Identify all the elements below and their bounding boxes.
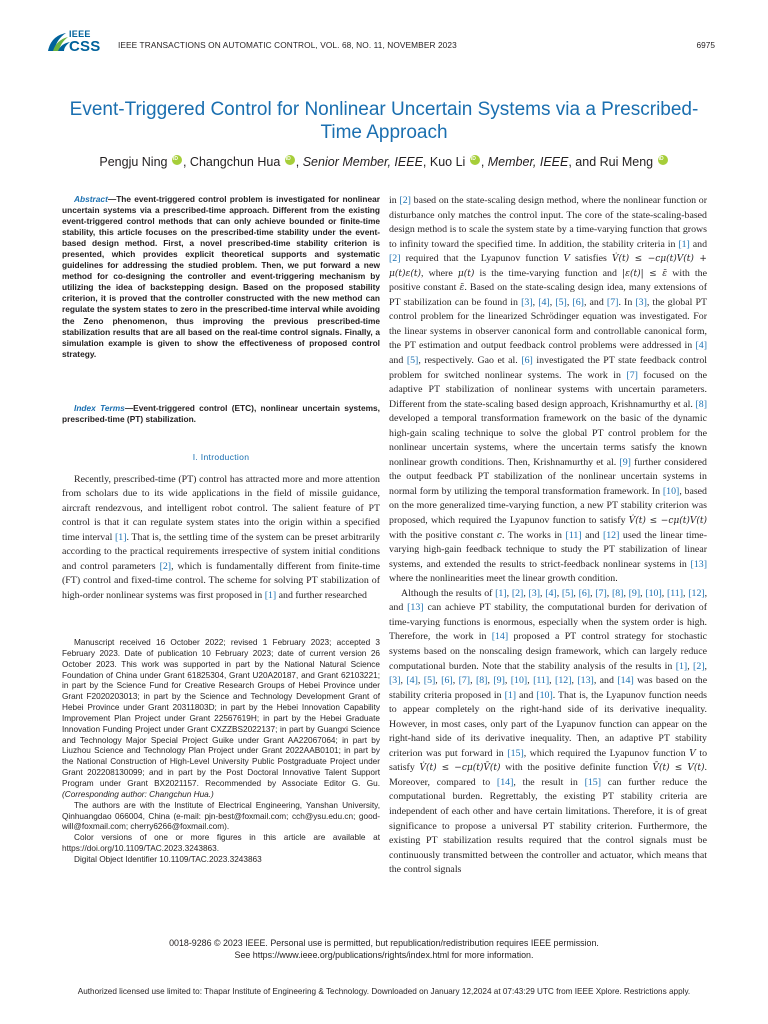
author-name: Rui Meng [599, 155, 654, 169]
text-run: , [504, 675, 511, 687]
footnote-color-versions: Color versions of one or more figures in this article are available at https://doi.org/10.1109/TAC.2023.3243863. [62, 833, 380, 854]
citation-link[interactable]: [3] [635, 296, 647, 308]
citation-link[interactable]: [8] [611, 587, 624, 599]
citation-link[interactable]: [2] [693, 660, 705, 672]
text-run: , and [583, 296, 607, 308]
text-run: , [435, 675, 442, 687]
text-run: , [623, 587, 629, 599]
text-run: and [581, 529, 603, 541]
citation-link[interactable]: [14] [617, 675, 634, 687]
running-head: IEEE TRANSACTIONS ON AUTOMATIC CONTROL, VOL. 68, NO. 11, NOVEMBER 2023 [118, 40, 457, 50]
body-paragraph [389, 587, 707, 878]
citation-link[interactable]: [11] [565, 529, 582, 541]
citation-link[interactable]: [6] [578, 587, 591, 599]
copyright-rights-link[interactable]: See https://www.ieee.org/publications/rights/index.html for more information. [234, 950, 534, 960]
text-run: . Based on the state-scaling design idea, many extensions of PT stabilization can be found in [389, 282, 708, 308]
text-run: can further reduce the computational burden. Regrettably, the existing PT stability criteria are independent of each other and have certain limitations. Therefore, it is of great significance to propose a universal PT stability criterion. Furthermore, the existing PT stabilization results required that the control signals must be continuously transmitted between the controller and actuator, which means that the control signals [389, 776, 708, 876]
citation-link[interactable]: [2] [511, 587, 524, 599]
text-run: proposed a PT control strategy for stochastic systems based on the nonscaling design framework, which can largely reduce computational burden. Note that the stability analysis of the results in [389, 631, 707, 672]
citation-link[interactable]: [7] [626, 369, 638, 381]
citation-link[interactable]: [5] [561, 587, 574, 599]
text-run: with the positive definite function [500, 762, 653, 774]
text-run: , [549, 296, 556, 308]
citation-link[interactable]: [12] [602, 529, 620, 541]
text-run: Although the results of [401, 587, 496, 599]
citation-link[interactable]: [6] [572, 296, 584, 308]
text-run: . The works in [501, 529, 566, 541]
text-run: , [452, 675, 459, 687]
citation-link[interactable]: [10] [662, 485, 680, 497]
text-run: , [556, 587, 562, 599]
citation-link[interactable]: [13] [690, 558, 707, 570]
math-symbol: c [496, 530, 502, 541]
text-run: . Moreover, compared to [389, 762, 707, 788]
citation-link[interactable]: [1] [495, 587, 507, 599]
license-notice: Authorized licensed use limited to: Thapar Institute of Engineering & Technology. Downloaded on January 12,2024 at 07:43:29 UTC from IEEE Xplore. Restrictions apply. [77, 987, 691, 996]
math-equation: |ε(t)| ≤ ε̄ [622, 268, 668, 279]
copyright-notice [60, 937, 708, 961]
index-terms-lead: Index Terms [74, 403, 125, 413]
citation-link[interactable]: [14] [496, 776, 514, 788]
citation-link[interactable]: [1] [678, 238, 690, 250]
paper-title: Event-Triggered Control for Nonlinear Uncertain Systems via a Prescribed-Time Approach [69, 99, 699, 143]
text-run: and [689, 238, 708, 250]
orcid-icon[interactable] [658, 155, 668, 165]
math-symbol: ε̄ [459, 283, 465, 294]
orcid-icon[interactable] [172, 155, 182, 165]
citation-link[interactable]: [1] [675, 660, 688, 672]
abstract-text: The event-triggered control problem is investigated for nonlinear uncertain systems via a prescribed-time approach. Different from the existing event-triggered control methods that can only achieve bounded or finite-time stability, this article focuses on the prescribed-time stability under the event-based design method. First, a novel prescribed-time stability criterion is presented, which provides explicit theoretical supports and systematic guidelines for addressing the studied problem. Then, we put forward a new method for co-designing the controller and event-triggering mechanism by utilizing the idea of backstepping design. Based on the proposed stability criterion, it is proved that the controller constructed with the new method can regulate the system states to zero in the prescribed-time interval while avoiding the Zeno phenomenon, thus improving the previous prescribed-time stabilization results that are all based on the real-time control signals. Finally, a simulation example is given to show the effectiveness of proposed control strategy. [62, 194, 380, 359]
text-run: . That is, the Lyapunov function needs to appear completely on the right-hand side of its derivative inequality. However, in most cases, only part of the Lyapunov function can appear on the right-hand side of its derivative inequality. Then, an adaptive PT stability criterion was put forward in [389, 689, 707, 759]
text-run: in [389, 195, 400, 206]
text-run: , [527, 675, 534, 687]
citation-link[interactable]: [9] [628, 587, 641, 599]
text-run: with the positive constant [389, 529, 497, 541]
text-run: used the linear time-varying high-gain feedback technique to study the PT stabilization of linear systems, and extended the results to strict-feedback nonlinear systems in [389, 529, 707, 570]
orcid-icon[interactable] [285, 155, 295, 165]
orcid-icon[interactable] [470, 155, 480, 165]
text-run: is the time-varying function and [474, 267, 623, 279]
text-run: developed a temporal transformation framework on the basic of the dynamic high-gain scaling technique to solve the global PT control problem for the nonlinear uncertain systems, where the uncertain terms satisfy the known nonlinear growth conditions. Then, Krishnamurthy et al. [389, 413, 707, 468]
author-list: Pengju Ning iD , Changchun Hua iD , Senior Member, IEEE, Kuo Li iD , Member, IEEE, and Rui Meng iD [40, 155, 728, 169]
citation-link[interactable]: [9] [619, 456, 631, 468]
text-run: where the nonlinearities meet the linear growth condition. [389, 573, 618, 585]
citation-link[interactable]: [1] [504, 689, 517, 701]
corresponding-author: (Corresponding author: Changchun Hua.) [62, 789, 214, 799]
text-run: , and [389, 587, 708, 614]
first-page-footnote [62, 638, 380, 866]
citation-link[interactable]: [10] [645, 587, 662, 599]
text-run: and [516, 689, 537, 701]
logo-text-css: CSS [69, 38, 101, 55]
author-name: Kuo Li [429, 155, 466, 169]
text-run: , [470, 675, 476, 687]
text-run: , the result in [513, 776, 585, 788]
citation-link[interactable]: [6] [441, 675, 453, 687]
logo-text-ieee: IEEE [69, 29, 91, 39]
text-run: , [506, 587, 512, 599]
text-run: and [389, 355, 407, 367]
text-run: , the global PT control problem for the linearized Schrödinger equation was investigated. For the linear systems in observer canonical form and controllable canonical form, the PT estimation and output feedback control problems were addressed in [389, 296, 708, 352]
text-run: , [400, 675, 407, 687]
citation-link[interactable]: [15] [584, 776, 602, 788]
citation-link[interactable]: [8] [475, 675, 488, 687]
text-run: with the positive constant [389, 267, 707, 294]
text-run: , [487, 675, 494, 687]
text-run: , [549, 675, 556, 687]
text-run: to satisfy [389, 747, 708, 774]
text-run: required that the Lyapunov function [400, 253, 564, 265]
math-symbol: μ(t) [457, 268, 475, 279]
text-run: , [687, 660, 694, 672]
footnote-doi: Digital Object Identifier 10.1109/TAC.2023.3243863 [74, 854, 262, 864]
text-run: , based on the more generalized time-varying function, a new PT stability criterion was proposed, which required the Lyapunov function to satisfy [389, 485, 707, 527]
text-run: , [417, 675, 424, 687]
math-equation: V̇(t) ≤ −cμ(t)V(t) [628, 516, 707, 527]
text-run: , [606, 587, 612, 599]
citation-link[interactable]: [11] [666, 587, 684, 599]
text-run: , which is fundamentally different from finite-time (FT) control and fixed-time control. The scheme for solving PT stabilization of high-order nonlinear systems was first proposed in [62, 560, 381, 601]
citation-link[interactable]: [2] [159, 560, 172, 572]
author-membership: Member, IEEE [487, 155, 569, 169]
citation-link[interactable]: [7] [595, 587, 607, 599]
citation-link[interactable]: [13] [577, 675, 594, 687]
text-run: , which required the Lyapunov function [523, 747, 690, 759]
index-terms: Index Terms—Event-triggered control (ETC), nonlinear uncertain systems, prescribed-time (PT) stabilization. [62, 403, 380, 425]
text-run: , [566, 296, 573, 308]
intro-paragraph [62, 473, 380, 603]
math-equation: V̄(t) ≤ V(t) [652, 763, 705, 774]
citation-link[interactable]: [4] [695, 340, 707, 352]
text-run: , respectively. Gao et al. [418, 355, 522, 367]
text-run: was based on the stability criteria proposed in [389, 675, 708, 701]
text-run: , [704, 660, 708, 672]
text-run: . That is, the settling time of the system can be preset arbitrarily according to the practical requirements irrespective of system initial conditions and control parameters [62, 531, 381, 572]
text-run: , [523, 587, 529, 599]
text-run: , and [593, 675, 618, 687]
text-run: . In [618, 296, 636, 308]
footnote-funding [62, 638, 380, 801]
citation-link[interactable]: [10] [510, 675, 528, 687]
citation-link[interactable]: [10] [536, 689, 553, 701]
citation-link[interactable]: [15] [507, 747, 524, 759]
author-membership: Senior Member, IEEE [302, 155, 423, 169]
text-run: , [571, 675, 578, 687]
citation-link[interactable]: [2] [389, 253, 401, 265]
page-number: 6975 [696, 40, 715, 50]
math-symbol: V [689, 748, 696, 759]
citation-link[interactable]: [3] [528, 587, 541, 599]
citation-link[interactable]: [8] [695, 398, 707, 410]
text-run: and further researched [276, 589, 367, 601]
math-equation: V̇(t) ≤ −cμ(t)V(t) + μ(t)ε(t) [389, 254, 707, 279]
text-run: , [590, 587, 596, 599]
citation-link[interactable]: [5] [406, 355, 419, 367]
citation-link[interactable]: [3] [389, 675, 401, 687]
text-run: , [540, 587, 546, 599]
citation-link[interactable]: [5] [423, 675, 436, 687]
index-terms-text: Event-triggered control (ETC), nonlinear uncertain systems, prescribed-time (PT) stabilization. [62, 403, 380, 425]
text-run: , [532, 296, 539, 308]
citation-link[interactable]: [12] [688, 587, 705, 599]
author-name: Changchun Hua [189, 155, 281, 169]
text-run: , [573, 587, 579, 599]
footnote-affiliation: The authors are with the Institute of Electrical Engineering, Yanshan University, Qinhuangdao 066004, China (e-mail: pjn-best@foxmail.com; cch@ysu.edu.cn; good-will@foxmail.com; cherry6266@foxmail.com). [62, 800, 380, 832]
ieee-css-logo [46, 29, 106, 53]
abstract-lead: Abstract [74, 194, 108, 204]
citation-link[interactable]: [3] [521, 296, 533, 308]
citation-link[interactable]: [2] [399, 195, 411, 206]
citation-link[interactable]: [5] [555, 296, 567, 308]
text-run: further considered the output feedback PT stabilization of the nonlinear uncertain systems in normal form by utilizing the temporal transformation framework. In [389, 456, 707, 497]
citation-link[interactable]: [4] [545, 587, 557, 599]
citation-link[interactable]: [1] [264, 589, 277, 601]
text-run: can achieve PT stability, the computational burden for derivation of time-varying functions is enormous, especially when the system order is high. Therefore, the work in [389, 602, 707, 643]
text-run: , [683, 587, 689, 599]
text-run: focused on the adaptive PT stabilization of nonlinear systems with uncertain parameters. Different from the state-scaling based design approach, Krishnamurthy et al. [389, 369, 707, 410]
math-symbol: V [563, 254, 570, 265]
citation-link[interactable]: [13] [407, 602, 424, 614]
abstract: Abstract—The event-triggered control problem is investigated for nonlinear uncertain systems via a prescribed-time approach. Different from the existing event-triggered control methods that can only achieve bounded or finite-time stability, this article focuses on the prescribed-time stability under the event-based design method. First, a novel prescribed-time stability criterion is presented, which provides explicit theoretical supports and systematic guidelines for addressing the studied problem. Then, we put forward a new method for co-designing the controller and event-triggering mechanism by utilizing the idea of backstepping design. Based on the proposed stability criterion, it is proved that the controller constructed with the new method can regulate the system states to zero in the prescribed-time interval while avoiding the Zeno phenomenon, thus improving the previous prescribed-time stabilization results that are all based on the real-time control signals. Finally, a simulation example is given to show the effectiveness of proposed control strategy. [62, 194, 380, 359]
citation-link[interactable]: [1] [114, 531, 127, 543]
citation-link[interactable]: [7] [458, 675, 471, 687]
body-paragraph [389, 194, 707, 587]
text-run: , where [420, 267, 458, 279]
citation-link[interactable]: [4] [538, 296, 550, 308]
text-run: satisfies [569, 253, 612, 265]
section-heading-introduction: I. Introduction [192, 452, 250, 462]
text-run: Recently, prescribed-time (PT) control has attracted more and more attention from scholars due to its wide applications in the field of missile guidance, aircraft rendezvous, and intelligent robot control. The salient feature of PT control is that it can regulate system states into the origin within a specified time interval [62, 474, 380, 543]
text-run: investigated the PT state feedback control problem for switched nonlinear systems. The work in [389, 355, 707, 381]
copyright-line: 0018-9286 © 2023 IEEE. Personal use is permitted, but republication/redistribution requires IEEE permission. [169, 938, 599, 948]
text-run: Manuscript received 16 October 2022; revised 1 February 2023; accepted 3 February 2023. Date of publication 10 February 2023; date of current version 26 October 2023. This work was supported in part by the National Natural Science Foundation of China under Grant 61825304, Grant U20A20187, and Grant 62103221; in part by the Science Fund for Creative Research Groups of Hebei Province under Grant F2020203013; in part by the Science and Technology Development Grant of Hebei Province under Grant 20311803D; in part by the Hebei Innovation Capability Improvement Plan Project under Grant 22567619H; in part by the Hebei Graduate Innovation Funding Project under Grant CXZZBS2022137; in part by Guangxi Science and Technology Major Special Project Guike under Grant AA22067064; in part by Liuzhou Science and Technology Plan Project under Grant 2022AAB0101; in part by the National Construction of High-Level University Public Postgraduate Project under Grant 202208130099; and in part by the Post Doctoral Innovative Talent Support Program under Grant BX2021157. Recommended by Associate Editor G. Gu. [62, 638, 380, 788]
text-run: , [640, 587, 646, 599]
text-run: based on the state-scaling design method, where the nonlinear function or disturbance only matches the control input. The core of the state-scaling-based design method is to scale the system state by a time-varying function that grows to infinity toward the specified time. In addition, the stability criteria in [389, 195, 708, 250]
citation-link[interactable]: [12] [555, 675, 572, 687]
citation-link[interactable]: [7] [606, 296, 619, 308]
author-name: Pengju Ning [99, 155, 168, 169]
citation-link[interactable]: [11] [533, 675, 550, 687]
text-run: , [661, 587, 667, 599]
citation-link[interactable]: [4] [406, 675, 418, 687]
citation-link[interactable]: [9] [493, 675, 505, 687]
math-equation: V̇(t) ≤ −cμ(t)V̄(t) [419, 763, 501, 774]
citation-link[interactable]: [14] [491, 631, 509, 643]
citation-link[interactable]: [6] [521, 355, 533, 367]
right-column-body [389, 194, 707, 878]
